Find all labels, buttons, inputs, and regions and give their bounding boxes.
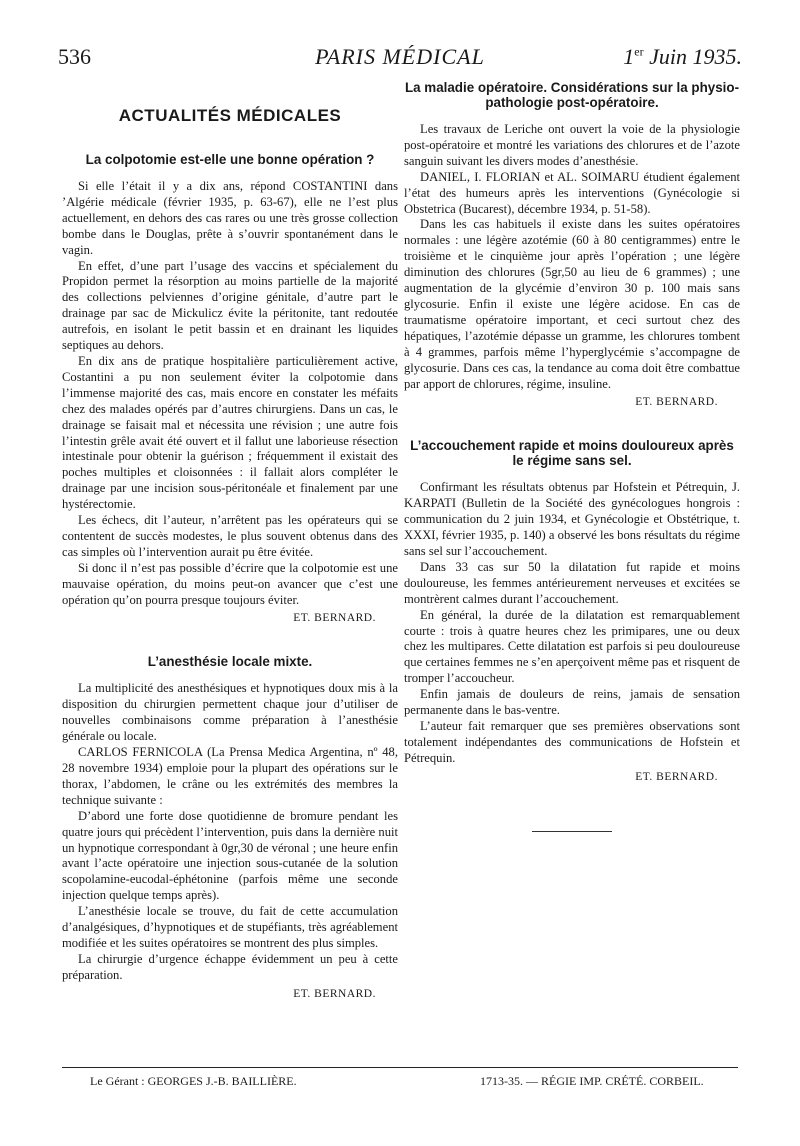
end-rule <box>532 831 612 832</box>
paragraph: L’auteur fait remarquer que ses premières observations sont totalement indépendantes des communications de Hofstein et Pétrequin. <box>404 719 740 765</box>
paragraph: La multiplicité des anesthésiques et hypnotiques doux mis à la disposition du chirurgien permettent chaque jour d’utiliser de nouvelles combinaisons comme préparation à l’anesthésie générale ou locale. <box>62 681 398 744</box>
article-anesthesie <box>62 654 398 999</box>
journal-title: PARIS MÉDICAL <box>315 44 485 69</box>
paragraph: Dans les cas habituels il existe dans les suites opératoires normales : une légère azotémie (60 à 80 centigrammes) entre le troisième et le cinquième jour après l’opération ; une légère diminution des chlorures (5gr,50 au lieu de 6 grammes) ; une augmentation de la glycémie d’environ 30 p. 100 mais sans glycosurie. Enfin il existe une légère acidose. En cas de traumatisme opératoire important, et ceci surtout chez des hépatiques, l’azotémie dépasse un gramme, les chlorures tombent à 4 grammes, parfois même l’hyperglycémie s’accompagne de glycosurie. Dans ces cas, la tendance au coma doit être combattue par apport de chlorures, régime, insuline. <box>404 217 740 391</box>
article-colpotomie <box>62 152 398 624</box>
author-signature: ET. BERNARD. <box>635 770 718 783</box>
article-accouchement <box>404 438 740 782</box>
paragraph: Si elle l’était il y a dix ans, répond COSTANTINI dans ’Algérie médicale (février 1935, p. 63-67), elle ne l’est plus actuellement, en dehors des cas rares ou une très grosse collection bombe dans le Douglas, prête à s’ouvrir spontanément dans le vagin. <box>62 179 398 257</box>
paragraph: Si donc il n’est pas possible d’écrire que la colpotomie est une mauvaise opération, du moins peut-on avancer que c’est une opération qu’on pourra presque toujours éviter. <box>62 560 398 607</box>
paragraph: L’anesthésie locale se trouve, du fait de cette accumulation d’analgésiques, d’hypnotiques et de stupéfiants, très agréablement modifiée et les suites opératoires se montrent des plus simples. <box>62 904 398 950</box>
author-signature: ET. BERNARD. <box>293 987 376 1000</box>
page-number: 536 <box>58 44 91 69</box>
section-title: ACTUALITÉS MÉDICALES <box>118 106 342 125</box>
article-title: La maladie opératoire. Considérations sur la physio-pathologie post-opératoire. <box>404 80 740 110</box>
paragraph: Confirmant les résultats obtenus par Hofstein et Pétrequin, J. KARPATI (Bulletin de la Société des gynécologues hongrois : communication du 2 juin 1934, et Gynécologie et Obstétrique, t. XXXI, février 1935, p. 140) a observé les bons résultats du régime sans sel sur l’accouchement. <box>404 480 740 559</box>
author-signature: ET. BERNARD. <box>293 612 376 625</box>
paragraph: En effet, d’une part l’usage des vaccins et spécialement du Propidon permet la résorption au moins partielle de la majorité des collections pelviennes d’origine génitale, d’autre part le drainage par sac de Mickulicz évite la péritonite, tant redoutée autrefois, en isolant le petit bassin et en drainant les liquides septiques au dehors. <box>62 258 398 353</box>
paragraph: Les échecs, dit l’auteur, n’arrêtent pas les opérateurs qui se contentent de succès modestes, le plus souvent obtenus dans des cas simples où l’intervention aurait pu être évitée. <box>62 513 398 559</box>
footer-divider <box>62 1067 738 1068</box>
footer-gerant: Le Gérant : GEORGES J.-B. BAILLIÈRE. <box>90 1074 297 1088</box>
footer-imprimerie: 1713-35. — RÉGIE IMP. CRÉTÉ. CORBEIL. <box>480 1074 704 1088</box>
paragraph: D’abord une forte dose quotidienne de bromure pendant les quatre jours qui précèdent l’intervention, puis dans la dernière nuit un hypnotique correspondant à 0gr,30 de véronal ; une heure enfin avant l’acte opératoire une injection sous-cutanée de la solution scopolamine-eucodal-éphétonine (parfois même une seconde injection quelque temps après). <box>62 808 398 903</box>
page-header <box>58 44 742 74</box>
article-maladie <box>404 80 740 408</box>
author-signature: ET. BERNARD. <box>635 396 718 409</box>
article-title: L’anesthésie locale mixte. <box>147 654 313 670</box>
paragraph: En dix ans de pratique hospitalière particulièrement active, Costantini a pu non seulement éviter la colpotomie dans l’immense majorité des cas, mais encore en constater les méfaits chez des malades opérés par d’autres chirurgiens. Dans un cas, le drainage se faisait mal et nécessita une révision ; une autre fois l’intestin grêle avait été ouvert et il fallut une laborieuse résection intestinale pour obtenir la guérison ; fréquemment il existait des poches multiples et cloisonnées : il fallait alors compléter le drainage par une incision sous-péritonéale et finalement par une hystérectomie. <box>62 353 398 512</box>
paragraph: En général, la durée de la dilatation est remarquablement courte : trois à quatre heures chez les primipares, une ou deux chez les multipares. Cette dilatation est parfois si peu douloureuse que certaines femmes ne s’en aperçoivent même pas et risquent de tromper l’accoucheur. <box>404 607 740 686</box>
article-title: L’accouchement rapide et moins douloureux après le régime sans sel. <box>410 438 734 469</box>
paragraph: Enfin jamais de douleurs de reins, jamais de sensation permanente dans le bas-ventre. <box>404 687 740 718</box>
paragraph: Dans 33 cas sur 50 la dilatation fut rapide et moins douloureuse, les femmes antérieurement nerveuses et excitées se montrèrent calmes durant l’accouchement. <box>404 559 740 606</box>
paragraph: CARLOS FERNICOLA (La Prensa Medica Argentina, nº 48, 28 novembre 1934) emploie pour la plupart des opérations sur le thorax, l’abdomen, le crâne ou les extrémités des membres la technique suivante : <box>62 745 398 807</box>
paragraph: DANIEL, I. FLORIAN et AL. SOIMARU étudient également l’état des humeurs après les interventions (Gynécologie si Obstetrica (Bucarest), décembre 1934, p. 51-58). <box>404 169 740 216</box>
paragraph: Les travaux de Leriche ont ouvert la voie de la physiologie post-opératoire et montré les variations des chlorures et de l’azote sanguin suivant les divers modes d’anesthésie. <box>404 122 740 168</box>
paragraph: La chirurgie d’urgence échappe évidemment un peu à cette préparation. <box>62 951 398 982</box>
issue-date: 1er Juin 1935. <box>623 44 742 69</box>
right-column <box>404 78 740 832</box>
article-title: La colpotomie est-elle une bonne opération ? <box>85 152 375 167</box>
left-column <box>62 78 398 1000</box>
